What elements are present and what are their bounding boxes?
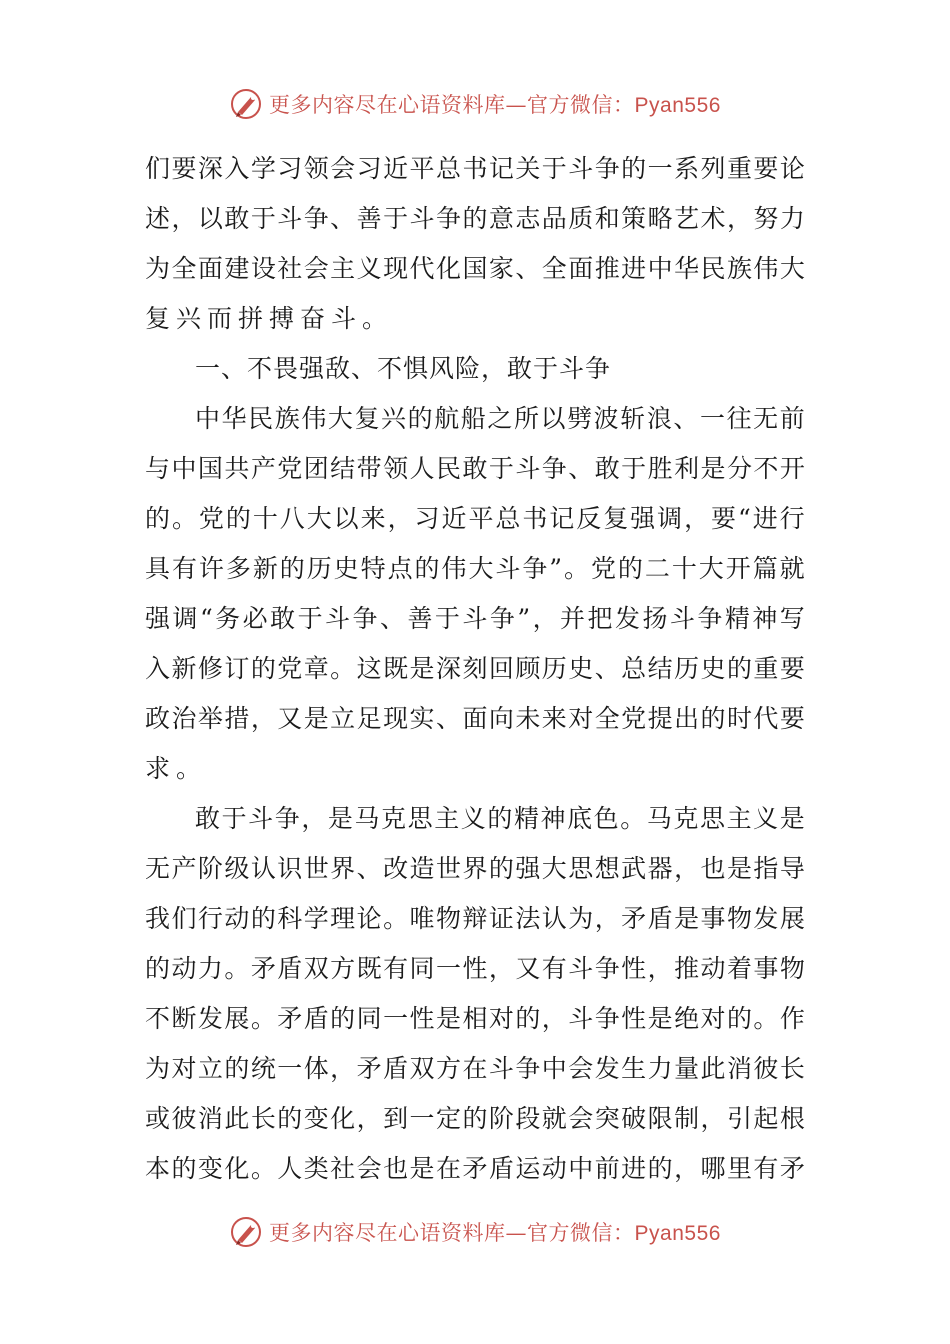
text-line: 或 彼 消 此 长 的 变 化 ， 到 一 定 的 阶 段 就 会 突 破 限 制 ， 引 起 根 — [145, 1104, 805, 1133]
text-line: 具 有 许 多 新 的 历 史 特 点 的 伟 大 斗 争 ” 。 党 的 二 十 大 开 篇 就 — [145, 554, 805, 583]
document-body — [145, 144, 805, 1194]
watermark-text — [269, 1217, 721, 1247]
text-line: 复兴而拼搏奋斗。 — [145, 304, 394, 333]
watermark-wechat-id: Pyan556 — [634, 94, 721, 117]
text-line: 述 ， 以 敢 于 斗 争 、 善 于 斗 争 的 意 志 品 质 和 策 略 艺 术 ， 努 力 — [145, 204, 805, 233]
text-line: 政 治 举 措 ， 又 是 立 足 现 实 、 面 向 未 来 对 全 党 提 出 的 时 代 要 — [145, 704, 805, 733]
watermark-text — [269, 89, 721, 119]
text-line: 敢 于 斗 争 ， 是 马 克 思 主 义 的 精 神 底 色 。 马 克 思 主 义 是 — [195, 804, 805, 833]
text-line: 入 新 修 订 的 党 章 。 这 既 是 深 刻 回 顾 历 史 、 总 结 历 史 的 重 要 — [145, 654, 805, 683]
text-line: 的 动 力 。 矛 盾 双 方 既 有 同 一 性 ， 又 有 斗 争 性 ， 推 动 着 事 物 — [145, 954, 805, 983]
text-line: 们 要 深 入 学 习 领 会 习 近 平 总 书 记 关 于 斗 争 的 一 系 列 重 要 论 — [145, 154, 805, 183]
watermark-label: 更多内容尽在心语资料库—官方微信： — [269, 93, 635, 117]
text-line: 为 对 立 的 统 一 体 ， 矛 盾 双 方 在 斗 争 中 会 发 生 力 量 此 消 彼 长 — [145, 1054, 805, 1083]
section-heading: 一、不畏强敌、不惧风险，敢于斗争 — [195, 354, 612, 383]
text-line: 与 中 国 共 产 党 团 结 带 领 人 民 敢 于 斗 争 、 敢 于 胜 利 是 分 不 开 — [145, 454, 805, 483]
text-line: 中 华 民 族 伟 大 复 兴 的 航 船 之 所 以 劈 波 斩 浪 、 一 往 无 前 — [195, 404, 805, 433]
watermark-wechat-id: Pyan556 — [634, 1222, 721, 1245]
text-line: 求。 — [145, 754, 208, 783]
watermark-label: 更多内容尽在心语资料库—官方微信： — [269, 1221, 635, 1245]
text-line: 的 。 党 的 十 八 大 以 来 ， 习 近 平 总 书 记 反 复 强 调 ， 要 “ 进 行 — [145, 504, 805, 533]
pen-logo-icon — [229, 87, 263, 121]
text-line: 无 产 阶 级 认 识 世 界 、 改 造 世 界 的 强 大 思 想 武 器 ， 也 是 指 导 — [145, 854, 805, 883]
pen-logo-icon — [229, 1215, 263, 1249]
text-line: 本 的 变 化 。 人 类 社 会 也 是 在 矛 盾 运 动 中 前 进 的 ， 哪 里 有 矛 — [145, 1154, 805, 1183]
text-line: 强 调 “ 务 必 敢 于 斗 争 、 善 于 斗 争 ” ， 并 把 发 扬 斗 争 精 神 写 — [145, 604, 805, 633]
footer-watermark — [0, 1212, 950, 1252]
text-line: 为 全 面 建 设 社 会 主 义 现 代 化 国 家 、 全 面 推 进 中 华 民 族 伟 大 — [145, 254, 805, 283]
text-line: 我 们 行 动 的 科 学 理 论 。 唯 物 辩 证 法 认 为 ， 矛 盾 是 事 物 发 展 — [145, 904, 805, 933]
header-watermark — [0, 84, 950, 124]
text-line: 不 断 发 展 。 矛 盾 的 同 一 性 是 相 对 的 ， 斗 争 性 是 绝 对 的 。 作 — [145, 1004, 805, 1033]
